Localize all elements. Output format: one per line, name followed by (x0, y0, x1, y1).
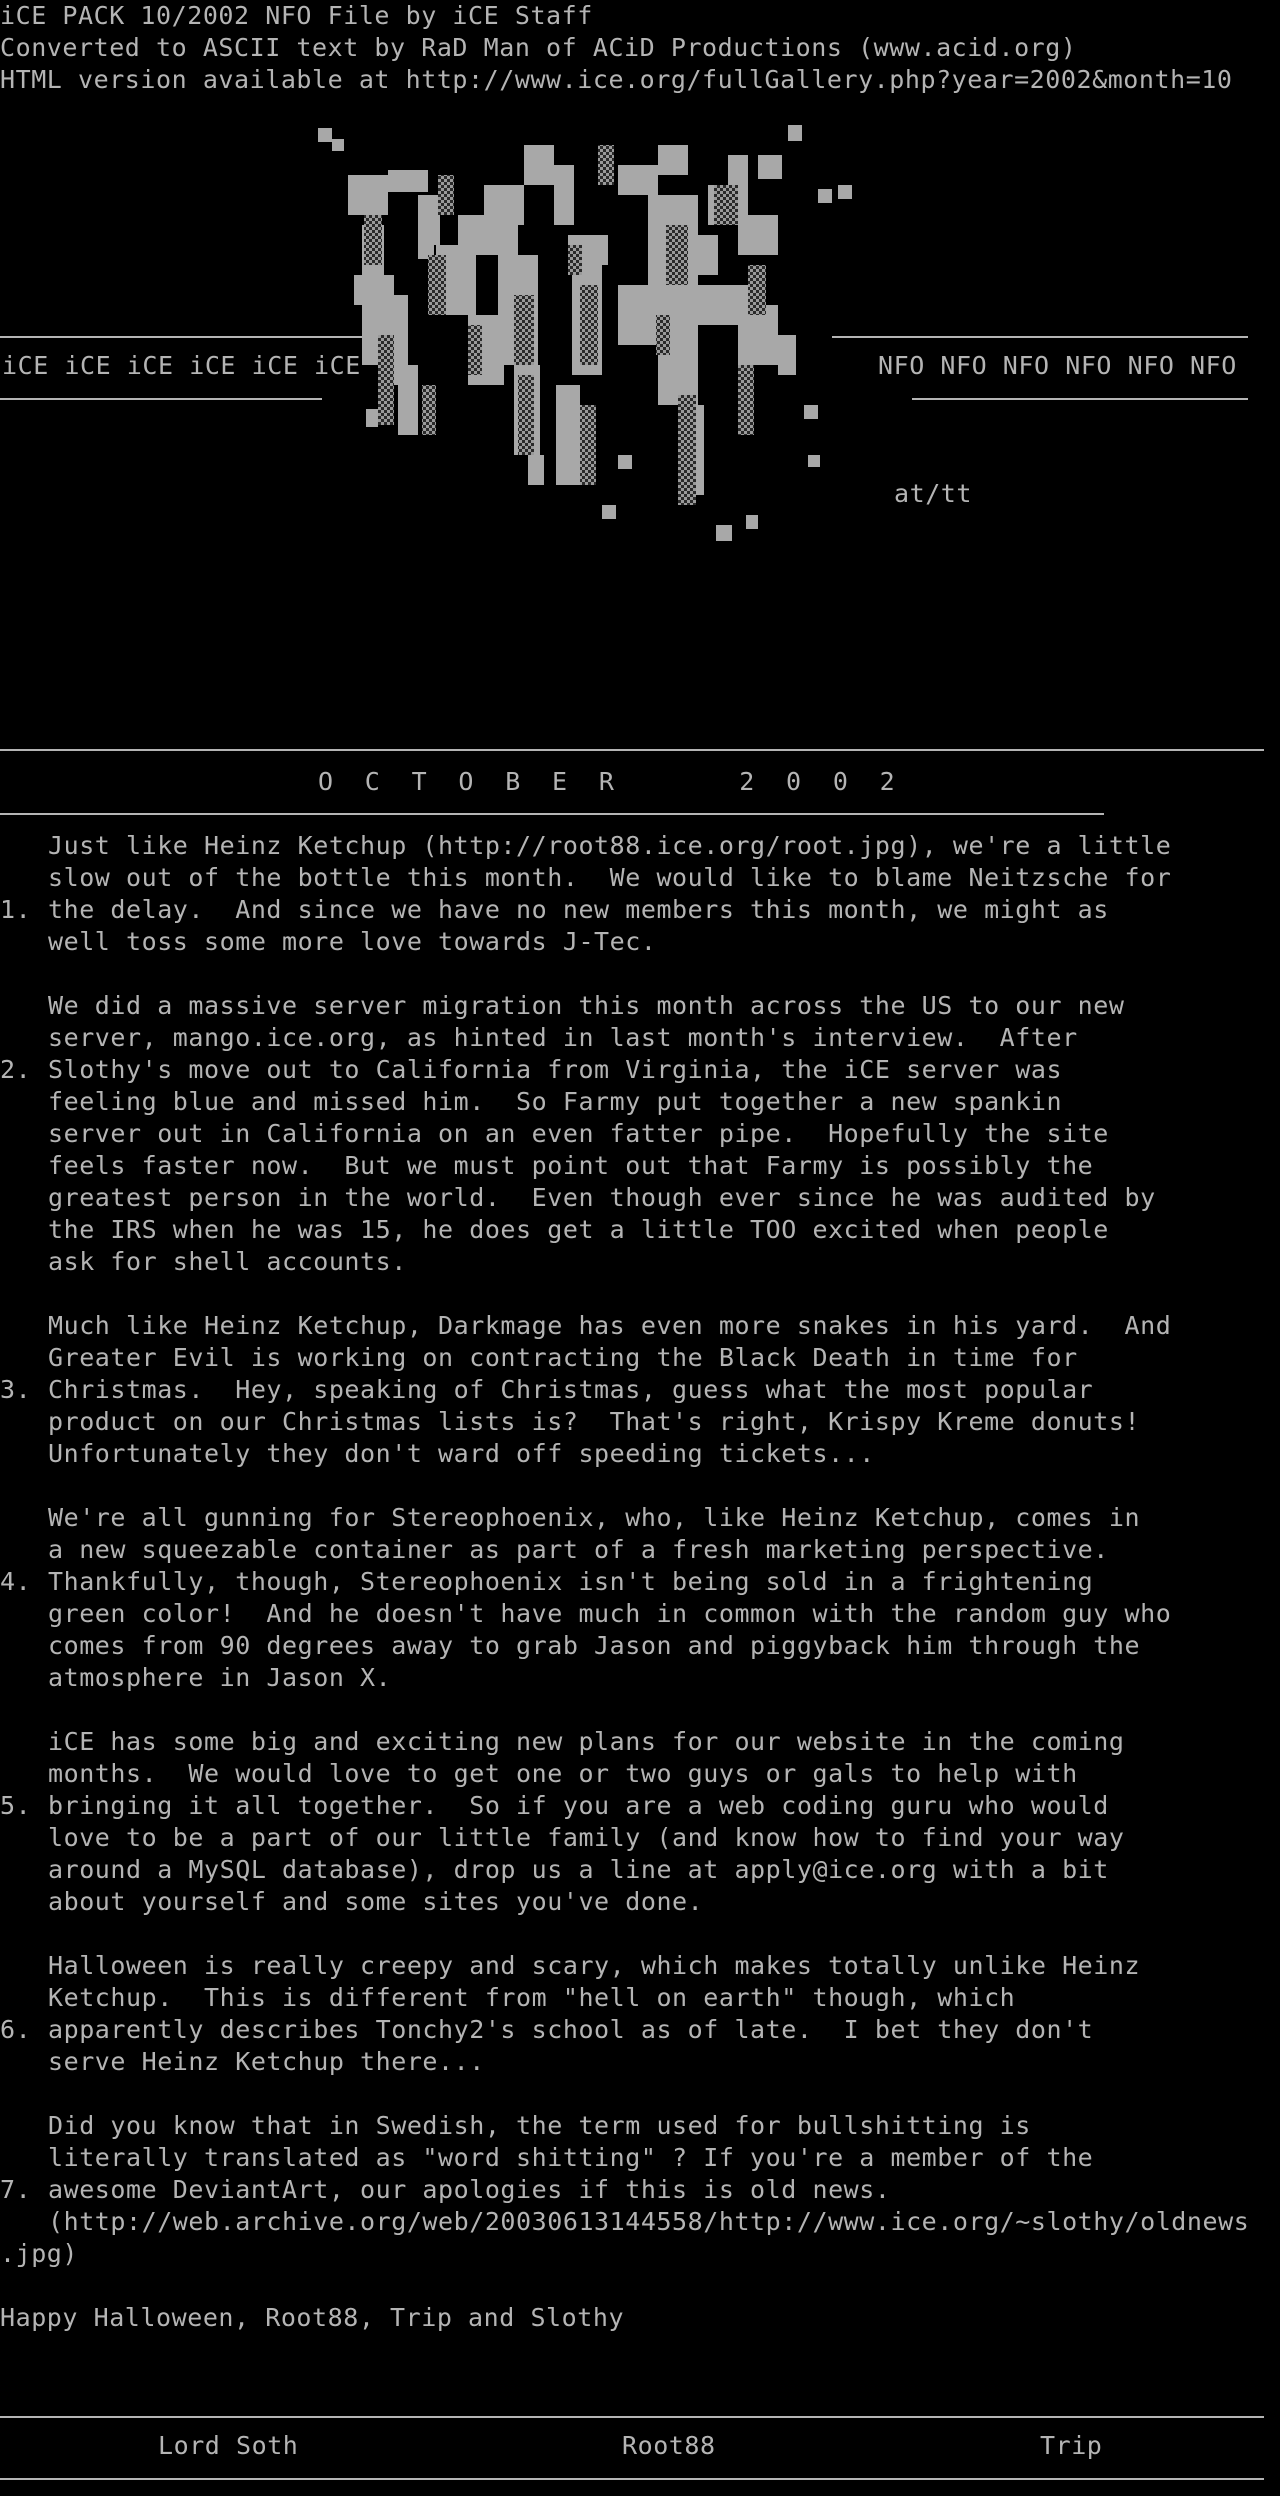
signature-root88: Root88 (622, 2431, 716, 2460)
signature-lord-soth: Lord Soth (158, 2431, 299, 2460)
item-line-wrap: .jpg) (0, 2239, 79, 2268)
item-line: We're all gunning for Stereophoenix, who, like Heinz Ketchup, comes in (48, 1503, 1141, 1532)
item-number: 1. (0, 895, 32, 924)
item-line: Much like Heinz Ketchup, Darkmage has even more snakes in his yard. And (48, 1311, 1172, 1340)
item-number: 2. (0, 1055, 32, 1084)
item-line: literally translated as "word shitting" ? If you're a member of the (48, 2143, 1094, 2172)
item-line: about yourself and some sites you've done. (48, 1887, 704, 1916)
item-number: 6. (0, 2015, 32, 2044)
ice-logo (318, 125, 938, 745)
item-number: 4. (0, 1567, 32, 1596)
item-line: product on our Christmas lists is? That's right, Krispy Kreme donuts! (48, 1407, 1141, 1436)
item-line: apparently describes Tonchy2's school as of late. I bet they don't (48, 2015, 1094, 2044)
item-line: Christmas. Hey, speaking of Christmas, guess what the most popular (48, 1375, 1094, 1404)
item-line: Unfortunately they don't ward off speeding tickets... (48, 1439, 875, 1468)
item-line: greatest person in the world. Even though ever since he was audited by (48, 1183, 1156, 1212)
header-line-title: iCE PACK 10/2002 NFO File by iCE Staff (0, 1, 593, 30)
banner-rule-left-bottom (0, 398, 322, 400)
item-number: 5. (0, 1791, 32, 1820)
banner-rule-left-top (0, 336, 368, 338)
item-line: the IRS when he was 15, he does get a little TOO excited when people (48, 1215, 1109, 1244)
item-line: awesome DeviantArt, our apologies if this is old news. (48, 2175, 891, 2204)
item-line: serve Heinz Ketchup there... (48, 2047, 485, 2076)
item-line: around a MySQL database), drop us a line at apply@ice.org with a bit (48, 1855, 1109, 1884)
item-line: well toss some more love towards J-Tec. (48, 927, 657, 956)
header-line-html-url: HTML version available at http://www.ice.org/fullGallery.php?year=2002&month=10 (0, 65, 1233, 94)
item-line: Halloween is really creepy and scary, which makes totally unlike Heinz (48, 1951, 1141, 1980)
item-line: feels faster now. But we must point out that Farmy is possibly the (48, 1151, 1094, 1180)
item-line: server out in California on an even fatter pipe. Hopefully the site (48, 1119, 1109, 1148)
closing-line: Happy Halloween, Root88, Trip and Slothy (0, 2303, 625, 2332)
item-line: Did you know that in Swedish, the term used for bullshitting is (48, 2111, 1031, 2140)
date-rule-bottom (0, 813, 1104, 815)
signature-trip: Trip (1040, 2431, 1103, 2460)
item-line: iCE has some big and exciting new plans for our website in the coming (48, 1727, 1125, 1756)
item-line: Just like Heinz Ketchup (http://root88.ice.org/root.jpg), we're a little (48, 831, 1172, 860)
item-line: (http://web.archive.org/web/20030613144558/http://www.ice.org/~slothy/oldnews (48, 2207, 1250, 2236)
banner-rule-right-bottom (912, 398, 1248, 400)
date-rule-top (0, 749, 1264, 751)
item-line: love to be a part of our little family (and know how to find your way (48, 1823, 1125, 1852)
item-line: comes from 90 degrees away to grab Jason and piggyback him through the (48, 1631, 1141, 1660)
banner-left-text: iCE iCE iCE iCE iCE iCE (2, 351, 361, 380)
artist-tag: at/tt (894, 479, 973, 508)
signature-rule-top (0, 2416, 1264, 2418)
item-line: feeling blue and missed him. So Farmy put together a new spankin (48, 1087, 1063, 1116)
item-line: slow out of the bottle this month. We would like to blame Neitzsche for (48, 863, 1172, 892)
item-line: a new squeezable container as part of a fresh marketing perspective. (48, 1535, 1109, 1564)
item-number: 3. (0, 1375, 32, 1404)
item-line: Slothy's move out to California from Virginia, the iCE server was (48, 1055, 1063, 1084)
item-line: ask for shell accounts. (48, 1247, 407, 1276)
signature-rule-bottom (0, 2478, 1264, 2480)
item-line: green color! And he doesn't have much in common with the random guy who (48, 1599, 1172, 1628)
date-line: O C T O B E R 2 0 0 2 (318, 767, 896, 796)
item-line: server, mango.ice.org, as hinted in last month's interview. After (48, 1023, 1078, 1052)
item-line: atmosphere in Jason X. (48, 1663, 392, 1692)
item-line: the delay. And since we have no new members this month, we might as (48, 895, 1109, 924)
item-line: Thankfully, though, Stereophoenix isn't being sold in a frightening (48, 1567, 1094, 1596)
item-line: We did a massive server migration this month across the US to our new (48, 991, 1125, 1020)
item-number: 7. (0, 2175, 32, 2204)
item-line: Ketchup. This is different from "hell on earth" though, which (48, 1983, 1016, 2012)
item-line: Greater Evil is working on contracting the Black Death in time for (48, 1343, 1078, 1372)
banner-right-text: NFO NFO NFO NFO NFO NFO (878, 351, 1237, 380)
header-line-credit: Converted to ASCII text by RaD Man of ACiD Productions (www.acid.org) (0, 33, 1077, 62)
item-line: months. We would love to get one or two guys or gals to help with (48, 1759, 1078, 1788)
item-line: bringing it all together. So if you are a web coding guru who would (48, 1791, 1109, 1820)
